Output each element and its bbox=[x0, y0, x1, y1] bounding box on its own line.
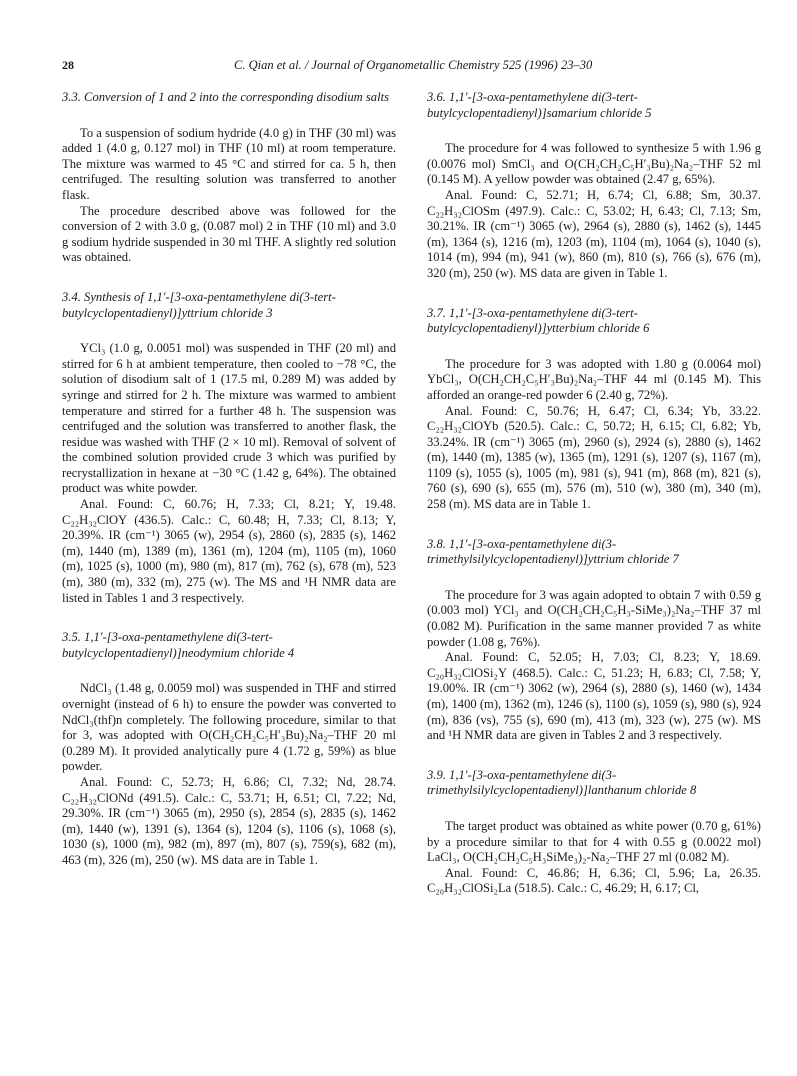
paragraph: Anal. Found: C, 50.76; H, 6.47; Cl, 6.34; Yb, 33.22. C₂₂H₃₂ClOYb (520.5). Calc.: C, 50.72; H, 6.15; Cl, 6.82; Yb, 33.24%. IR (cm⁻¹) 3065 (m), 2960 (s), 2924 (s), 2880 (s), 1462 (m), 1440 (m), 1385 (w), 1365 (m), 1291 (s), 1207 (s), 1167 (m), 1109 (s), 1055 (s), 1005 (m), 981 (s), 941 (m), 868 (m), 821 (s), 760 (s), 690 (s), 655 (m), 576 (m), 510 (w), 380 (m), 340 (m), 258 (m). MS data are in Table 1. bbox=[427, 403, 761, 512]
section-heading-3-5: 3.5. 1,1′-[3-oxa-pentamethylene di(3-tert-butylcyclopentadienyl)]neodymium chloride 4 bbox=[62, 630, 295, 660]
page-number: 28 bbox=[62, 58, 74, 72]
section-heading-3-7: 3.7. 1,1′-[3-oxa-pentamethylene di(3-tert-butylcyclopentadienyl)]ytterbium chloride 6 bbox=[427, 305, 650, 336]
section-heading-3-6: 3.6. 1,1′-[3-oxa-pentamethylene di(3-tert-butylcyclopentadienyl)]samarium chloride 5 bbox=[427, 90, 652, 120]
paragraph: The procedure described above was followed for the conversion of 2 with 3.0 g, (0.087 mol) 2 in THF (10 ml) and 3.0 g sodium hydride suspended in 30 ml THF. A slightly red solution was obtained. bbox=[62, 203, 396, 265]
paragraph: The procedure for 3 was adopted with 1.80 g (0.0064 mol) YbCl₃, O(CH₂CH₂C₅H′₃Bu)₂Na₂–THF 44 ml (0.145 M). This afforded an orange-red powder 6 (2.40 g, 72%). bbox=[427, 356, 761, 402]
paragraph: To a suspension of sodium hydride (4.0 g) in THF (30 ml) was added 1 (4.0 g, 0.127 mol) in THF (10 ml) at room temperature. The mixture was warmed to 45 °C and stirred for ca. 5 h, then centrifuged. The resulting solution was transferred to another flask. bbox=[62, 125, 396, 202]
paragraph: YCl₃ (1.0 g, 0.0051 mol) was suspended in THF (20 ml) and stirred for 6 h at ambient temperature, then cooled to −78 °C, the solution of disodium salt of 1 (17.5 ml, 0.289 M) was added by syringe and stirred for 2 h. The mixture was warmed to ambient temperature and stirred for a further 48 h. The suspension was centrifuged and the solution was transferred to another flask, the residue was washed with THF (2 × 10 ml). Removal of solvent of the combined solution provided crude 3 which was purified by recrystallization in hexane at −30 °C (1.42 g, 64%). The obtained product was white powder. bbox=[62, 341, 396, 496]
journal-citation: C. Qian et al. / Journal of Organometallic Chemistry 525 (1996) 23–30 bbox=[234, 58, 593, 72]
running-header bbox=[62, 58, 761, 76]
left-column bbox=[62, 90, 396, 897]
paragraph: The procedure for 3 was again adopted to obtain 7 with 0.59 g (0.003 mol) YCl₃ and O(CH₂CH₂C₅H₃-SiMe₃)₂Na₂–THF 37 ml (0.082 M). Purification in the same manner provided 7 as white powder (1.08 g, 76%). bbox=[427, 587, 761, 649]
two-column-body bbox=[62, 90, 761, 897]
paragraph: NdCl₃ (1.48 g, 0.0059 mol) was suspended in THF and stirred overnight (instead of 6 h) to ensure the powder was converted to NdCl₃(thf)n completely. The following procedure, similar to that for 3, was adopted with O(CH₂CH₂C₅H′₃Bu)₂Na₂–THF 20 ml (0.289 M). It provided analytically pure 4 (1.72 g, 59%) as blue powder. bbox=[62, 681, 396, 774]
paragraph: Anal. Found: C, 52.73; H, 6.86; Cl, 7.32; Nd, 28.74. C₂₂H₃₂ClONd (491.5). Calc.: C, 53.71; H, 6.51; Cl, 7.22; Nd, 29.30%. IR (cm⁻¹) 3065 (m), 2950 (s), 2854 (s), 2835 (s), 1462 (m), 1440 (w), 1391 (s), 1364 (s), 1204 (s), 1106 (s), 1068 (s), 1030 (s), 1000 (m), 982 (m), 897 (m), 807 (s), 759(s), 682 (m), 463 (m), 326 (m), 250 (w). MS data are in Table 1. bbox=[62, 774, 396, 867]
section-heading-3-4: 3.4. Synthesis of 1,1′-[3-oxa-pentamethylene di(3-tert-butylcyclopentadienyl)]yttrium chloride 3 bbox=[62, 289, 336, 320]
right-column bbox=[427, 90, 761, 897]
paragraph: Anal. Found: C, 46.86; H, 6.36; Cl, 5.96; La, 26.35. C₂₀H₃₂ClOSi₂La (518.5). Calc.: C, 46.29; H, 6.17; Cl, bbox=[427, 865, 761, 896]
section-heading-3-3: 3.3. Conversion of 1 and 2 into the corresponding disodium salts bbox=[62, 90, 389, 104]
paragraph: The procedure for 4 was followed to synthesize 5 with 1.96 g (0.0076 mol) SmCl₃ and O(CH₂CH₂C₅H′₃Bu)₂Na₂–THF 52 ml (0.145 M). A yellow powder was obtained (2.47 g, 65%). bbox=[427, 141, 761, 187]
section-heading-3-9: 3.9. 1,1′-[3-oxa-pentamethylene di(3-trimethylsilylcyclopentadienyl)]lanthanum chloride 8 bbox=[427, 767, 697, 798]
paragraph: Anal. Found: C, 60.76; H, 7.33; Cl, 8.21; Y, 19.48. C₂₂H₃₂ClOY (436.5). Calc.: C, 60.48; H, 7.33; Cl, 8.13; Y, 20.39%. IR (cm⁻¹) 3065 (w), 2954 (s), 2860 (s), 2835 (s), 1462 (m), 1440 (m), 1389 (m), 1361 (m), 1204 (m), 1105 (m), 1060 (m), 1025 (s), 1000 (m), 980 (m), 817 (m), 762 (s), 678 (m), 523 (m), 380 (m), 332 (m), 275 (w). The MS and ¹H NMR data are listed in Tables 1 and 3 respectively. bbox=[62, 497, 396, 605]
paragraph: The target product was obtained as white power (0.70 g, 61%) by a procedure similar to that for 4 with 0.55 g (0.0022 mol) LaCl₃, O(CH₂CH₂C₅H₃SiMe₃)₂-Na₂–THF 27 ml (0.082 M). bbox=[427, 818, 761, 865]
section-heading-3-8: 3.8. 1,1′-[3-oxa-pentamethylene di(3-trimethylsilylcyclopentadienyl)]yttrium chloride 7 bbox=[427, 536, 679, 567]
paragraph: Anal. Found: C, 52.05; H, 7.03; Cl, 8.23; Y, 18.69. C₂₀H₃₂ClOSi₂Y (468.5). Calc.: C, 51.23; H, 6.83; Cl, 7.58; Y, 19.00%. IR (cm⁻¹) 3062 (w), 2964 (s), 2880 (s), 1460 (w), 1434 (m), 1400 (m), 1362 (m), 1246 (s), 1100 (s), 1059 (s), 980 (s), 924 (m), 836 (vs), 755 (s), 690 (m), 413 (m), 323 (w), 275 (w). MS and ¹H NMR data are given in Tables 2 and 3 respectively. bbox=[427, 650, 761, 743]
paragraph: Anal. Found: C, 52.71; H, 6.74; Cl, 6.88; Sm, 30.37. C₂₂H₃₂ClOSm (497.9). Calc.: C, 53.02; H, 6.43; Cl, 7.13; Sm, 30.21%. IR (cm⁻¹) 3065 (w), 2964 (s), 2880 (s), 1462 (s), 1445 (m), 1364 (s), 1216 (m), 1203 (m), 1104 (m), 1064 (s), 1040 (s), 1014 (m), 994 (m), 941 (w), 860 (m), 810 (s), 766 (s), 676 (m), 320 (m), 250 (w). MS data are given in Table 1. bbox=[427, 187, 761, 280]
